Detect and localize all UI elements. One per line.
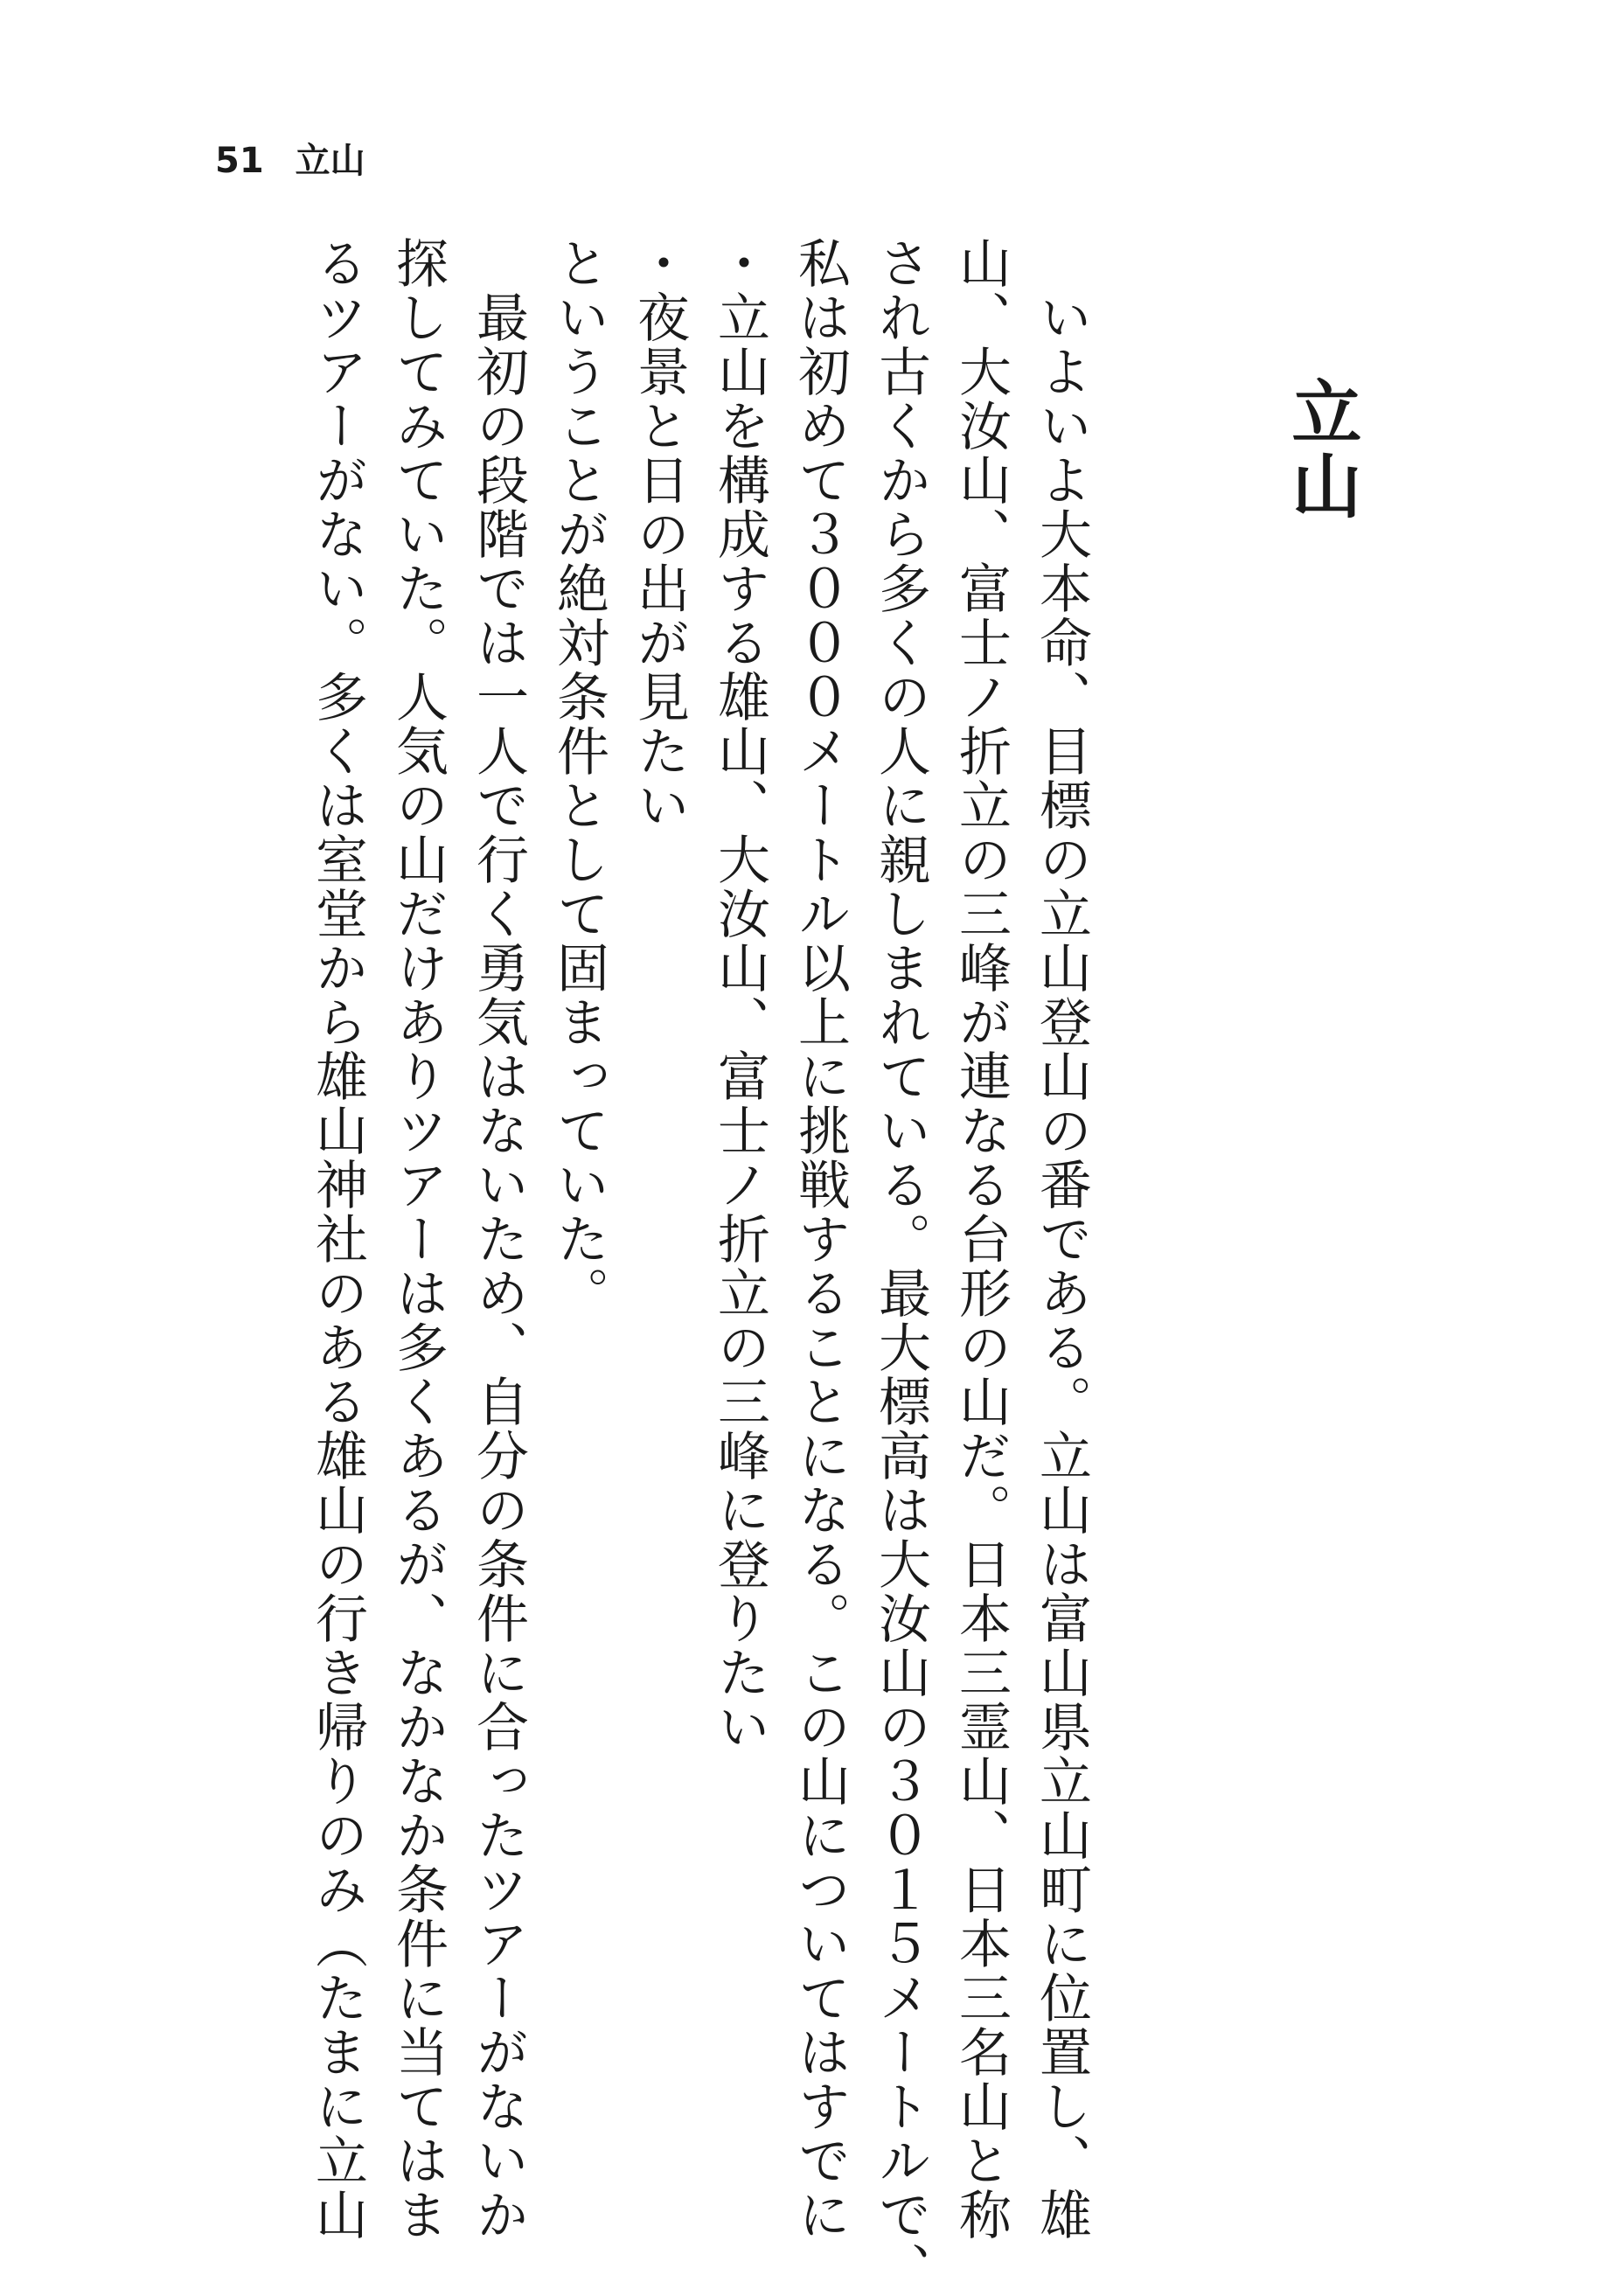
running-head xyxy=(215,140,365,182)
text-column: るツアーがない。多くは室堂から雄山神社のある雄山の行き帰りのみ（たまに立山 xyxy=(307,236,368,2242)
text-column: 山、大汝山、富士ノ折立の三峰が連なる台形の山だ。日本三霊山、日本三名山と称 xyxy=(950,236,1012,2242)
text-column: され古くから多くの人に親しまれている。最大標高は大汝山の３０１５メートルで、 xyxy=(870,236,931,2296)
text-column: ということが絶対条件として固まっていた。 xyxy=(548,236,609,1320)
body-text xyxy=(262,236,1102,2296)
bullet-item: ・夜景と日の出が見たい xyxy=(629,236,690,832)
text-column: いよいよ大本命、目標の立山登山の番である。立山は富山県立山町に位置し、雄 xyxy=(1031,290,1092,2242)
bullet-item: ・立山を構成する雄山、大汝山、富士ノ折立の三峰に登りたい xyxy=(709,236,770,1754)
chapter-title: 立山 xyxy=(1280,376,1361,523)
text-column: 最初の段階では一人で行く勇気はないため、自分の条件に合ったツアーがないか xyxy=(468,290,529,2242)
running-title: 立山 xyxy=(295,141,365,181)
text-column: 探してみていた。人気の山だけありツアーは多くあるが、なかなか条件に当てはま xyxy=(387,236,449,2242)
text-column: 私は初めて３０００メートル以上に挑戦することになる。この山についてはすでに xyxy=(790,236,851,2242)
page-number: 51 xyxy=(215,141,264,181)
